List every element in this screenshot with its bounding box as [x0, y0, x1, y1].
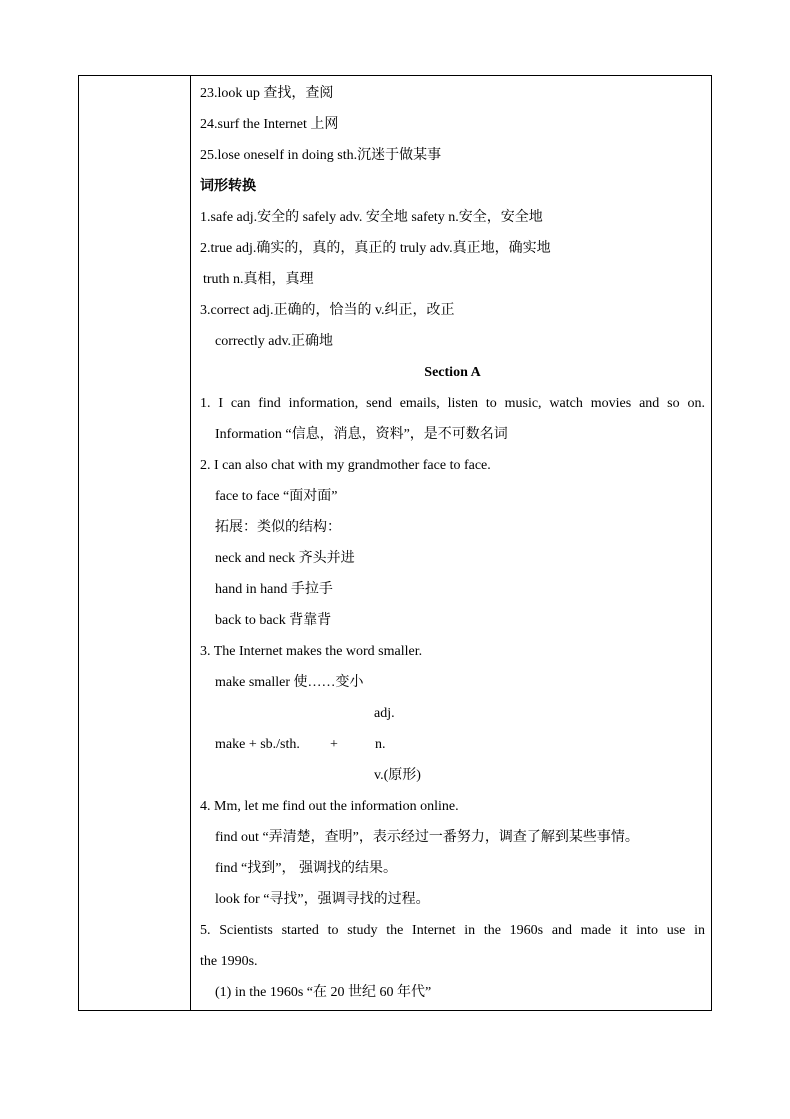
word-form-truth: truth n.真相，真理 — [203, 272, 314, 287]
phrase-neck-and-neck: neck and neck 齐头并进 — [215, 551, 355, 566]
vocab-line-25: 25.lose oneself in doing sth.沉迷于做某事 — [200, 148, 442, 163]
point-4-sentence: 4. Mm, let me find out the information online. — [200, 799, 459, 814]
point-1-note: Information “信息，消息，资料”，是不可数名词 — [215, 427, 508, 442]
vocab-line-23: 23.look up 查找，查阅 — [200, 86, 334, 101]
left-column-cell — [79, 76, 191, 1010]
phrase-back-to-back: back to back 背靠背 — [215, 613, 332, 628]
point-5-sentence: 5. Scientists started to study the Internet in the 1960s and made it into use in — [200, 923, 705, 938]
section-a-heading: Section A — [424, 365, 481, 380]
vocab-line-24: 24.surf the Internet 上网 — [200, 117, 339, 132]
point-2-extension: 拓展：类似的结构： — [215, 520, 341, 535]
point-4-find: find “找到”， 强调找的结果。 — [215, 861, 397, 876]
structure-option-adj: adj. — [374, 706, 395, 721]
point-4-look-for: look for “寻找”，强调寻找的过程。 — [215, 892, 430, 907]
structure-option-n: n. — [375, 737, 386, 752]
point-5-sentence-cont: the 1990s. — [200, 954, 258, 969]
point-3-make-smaller: make smaller 使……变小 — [215, 675, 364, 690]
notes-table — [78, 75, 712, 1011]
point-2-face-to-face: face to face “面对面” — [215, 489, 338, 504]
notes-content-cell — [200, 76, 705, 1010]
word-form-correctly: correctly adv.正确地 — [215, 334, 334, 349]
point-4-find-out: find out “弄清楚，查明”，表示经过一番努力，调查了解到某些事情。 — [215, 830, 639, 845]
point-3-sentence: 3. The Internet makes the word smaller. — [200, 644, 423, 659]
word-form-correct: 3.correct adj.正确的，恰当的 v.纠正，改正 — [200, 303, 455, 318]
structure-plus-sign: + — [330, 737, 338, 752]
point-5-in-the-1960s: (1) in the 1960s “在 20 世纪 60 年代” — [215, 985, 432, 1000]
section-heading-word-forms: 词形转换 — [200, 179, 256, 194]
word-form-true: 2.true adj.确实的，真的，真正的 truly adv.真正地，确实地 — [200, 241, 551, 256]
point-2-sentence: 2. I can also chat with my grandmother face to face. — [200, 458, 491, 473]
point-1-sentence: 1. I can find information, send emails, listen to music, watch movies and so on. — [200, 396, 705, 411]
structure-option-v: v.(原形) — [374, 768, 421, 783]
structure-make-sb-sth: make + sb./sth. — [215, 737, 300, 752]
phrase-hand-in-hand: hand in hand 手拉手 — [215, 582, 333, 597]
word-form-safe: 1.safe adj.安全的 safely adv. 安全地 safety n.安全，安全地 — [200, 210, 543, 225]
